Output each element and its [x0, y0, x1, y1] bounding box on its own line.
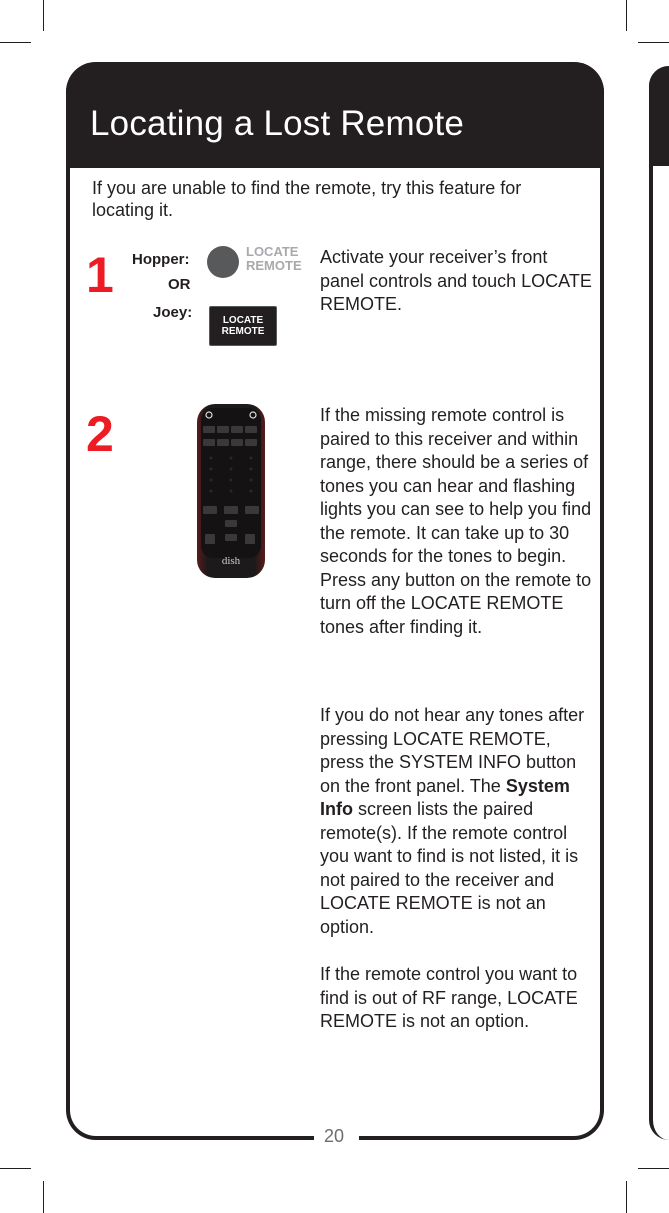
step-2-paragraph-2 — [320, 704, 595, 939]
step-number-1: 1 — [86, 247, 114, 303]
page-title: Locating a Lost Remote — [90, 104, 465, 143]
step-2-paragraph-3: If the remote control you want to find is out of RF range, LOCATE REMOTE is not an option. — [320, 964, 578, 1031]
intro-text: If you are unable to find the remote, try this feature for locating it. — [92, 178, 522, 220]
card-header — [66, 62, 604, 168]
crop-mark — [43, 0, 44, 31]
step-1-description: Activate your receiver’s front panel controls and touch LOCATE REMOTE. — [320, 247, 592, 314]
dish-remote-image — [195, 402, 267, 580]
crop-mark — [626, 1181, 627, 1213]
label-line: REMOTE — [221, 326, 265, 337]
next-page-header — [649, 66, 669, 166]
page-number: 20 — [324, 1126, 345, 1146]
content-card — [66, 62, 604, 1146]
step-number-2: 2 — [86, 406, 114, 462]
hopper-locate-remote-label — [246, 245, 302, 273]
next-page-edge — [649, 66, 669, 1140]
crop-mark — [0, 1168, 31, 1169]
paragraph-text: If you do not hear any tones after pressing LOCATE REMOTE, press the SYSTEM INFO button on the front panel. The — [320, 705, 585, 796]
label-line: LOCATE — [222, 315, 264, 326]
hopper-label: Hopper: — [132, 251, 190, 268]
crop-mark — [43, 1181, 44, 1213]
crop-mark — [638, 42, 669, 43]
svg-text:dish: dish — [221, 555, 241, 567]
system-info-emphasis: System Info — [320, 775, 570, 819]
joey-label: Joey: — [153, 304, 193, 321]
step-2-paragraph-1: If the missing remote control is paired to this receiver and within range, there should be a series of tones you can hear and flashing lights you can see to help you find the remote. It can take up to 30 seconds for the tones to begin. Press any button on the remote to turn off the LOCATE REMOTE tones after finding it. — [320, 405, 592, 637]
hopper-locate-remote-button — [207, 246, 239, 278]
crop-mark — [638, 1168, 669, 1169]
joey-locate-remote-button — [209, 306, 277, 346]
crop-mark — [626, 0, 627, 31]
label-line: REMOTE — [246, 258, 302, 273]
label-line: LOCATE — [246, 244, 299, 259]
paragraph-text: screen lists the paired remote(s). If the remote control you want to find is not listed, it is not paired to the receiver and LOCATE REMOTE is not an option. — [320, 799, 579, 937]
crop-mark — [0, 42, 31, 43]
or-label: OR — [168, 276, 191, 293]
